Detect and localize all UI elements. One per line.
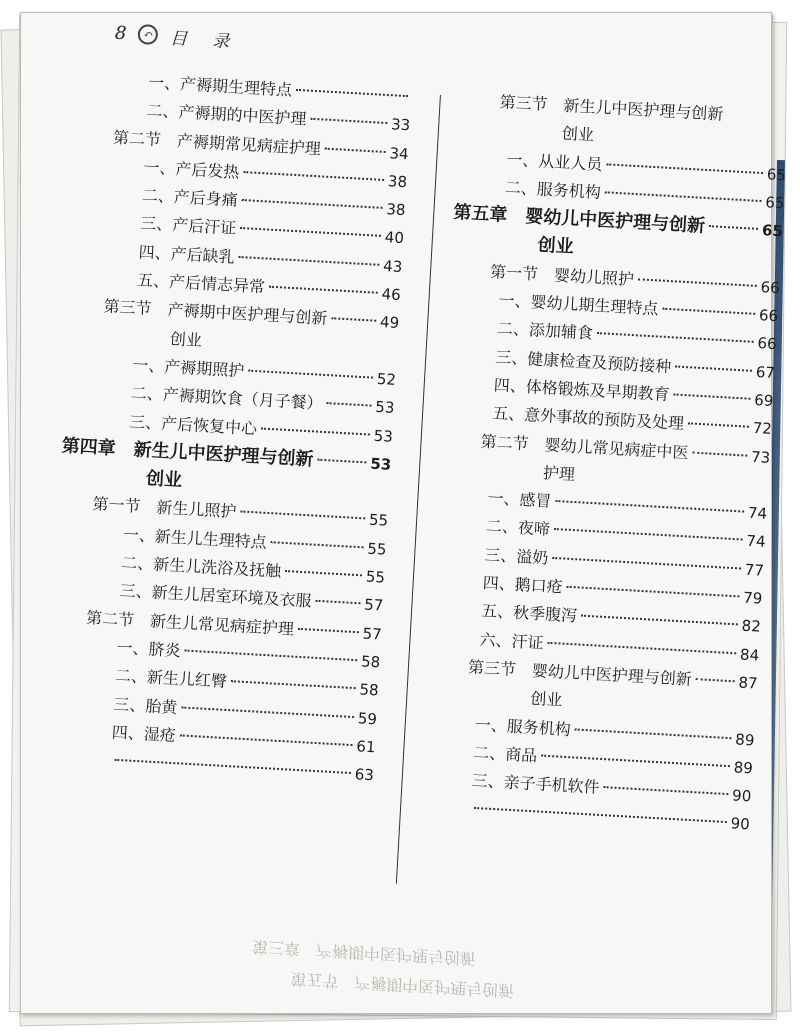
toc-entry-title: 六、汗证	[479, 629, 545, 653]
dot-leader	[554, 528, 743, 541]
dot-leader	[597, 332, 754, 343]
page-title: 目 录	[169, 28, 240, 53]
toc-entry-title: 三、亲子手机软件	[471, 770, 601, 798]
toc-entry-title: 二、商品	[472, 742, 538, 766]
toc-entry-page-number: 57	[362, 624, 383, 644]
toc-entry-page-number: 55	[365, 567, 386, 587]
bleed-through-text: 第三章 产褥期中医护理与创新	[251, 936, 477, 969]
dot-leader	[317, 459, 366, 464]
toc-entry-page-number: 89	[734, 729, 755, 750]
dot-leader	[285, 570, 362, 576]
toc-entry-title: 二、新生儿洗浴及抚触	[120, 552, 282, 581]
dot-leader	[184, 649, 357, 661]
dot-leader	[310, 118, 387, 124]
toc-entry-title: 四、产后缺乳	[138, 242, 236, 267]
toc-entry-title: 第一节 婴幼儿照护	[489, 261, 635, 289]
toc-entry-page-number: 38	[387, 172, 408, 192]
toc-left-column	[44, 65, 413, 790]
dot-leader	[271, 541, 364, 548]
toc-entry-page-number: 59	[357, 708, 378, 728]
dot-leader	[606, 163, 763, 174]
dot-leader	[331, 318, 376, 323]
toc-entry-page-number: 46	[381, 285, 402, 305]
dot-leader	[315, 600, 360, 605]
dot-leader	[180, 734, 353, 746]
dot-leader	[243, 171, 384, 181]
dot-leader	[555, 500, 744, 513]
toc-entry-page-number: 43	[382, 256, 403, 276]
dot-leader	[541, 754, 730, 767]
toc-entry-page-number: 49	[379, 313, 400, 333]
dot-leader	[675, 365, 752, 371]
dot-leader	[692, 451, 747, 456]
dot-leader	[248, 370, 373, 379]
toc-entry-title: 创业	[537, 235, 575, 259]
toc-entry-page-number: 58	[359, 680, 380, 700]
toc-entry-title: 三、产后汗证	[139, 213, 237, 239]
page-number: 8	[114, 22, 127, 44]
toc-entry-title: 一、婴幼儿期生理特点	[498, 290, 659, 319]
bleed-through-text-2: 第五节 产褥期中医护理与创新	[289, 968, 515, 1001]
dot-leader	[231, 680, 356, 689]
toc-entry-page-number: 40	[384, 228, 405, 248]
toc-entry-title: 第三节 婴幼儿中医护理与创新	[467, 657, 693, 689]
toc-entry-page-number: 33	[390, 115, 411, 135]
toc-entry-title: 第二节 新生儿常见病症护理	[85, 607, 295, 639]
toc-entry-title: 三、产后恢复中心	[128, 411, 258, 438]
toc-entry-title: 第五章 婴幼儿中医护理与创新	[452, 202, 706, 238]
dot-leader	[261, 427, 370, 435]
toc-entry-page-number: 55	[366, 539, 387, 559]
dot-leader	[269, 286, 378, 294]
toc-entry-title: 创业	[561, 124, 595, 145]
toc-entry-title: 三、溢奶	[483, 544, 549, 568]
dot-leader	[181, 706, 354, 718]
toc-entry-title: 二、添加辅食	[496, 318, 594, 344]
toc-entry-page-number: 65	[761, 221, 784, 241]
toc-entry-title: 二、新生儿红臀	[114, 665, 228, 692]
toc-entry-page-number: 82	[741, 616, 762, 636]
toc-entry-title: 三、胎黄	[112, 694, 178, 717]
toc-entry-page-number: 53	[369, 454, 392, 474]
toc-entry-title: 二、产褥期的中医护理	[146, 100, 307, 129]
dot-leader	[567, 586, 740, 598]
toc-entry-title: 四、湿疮	[111, 722, 177, 745]
dot-leader	[114, 759, 351, 774]
dot-leader	[296, 89, 408, 97]
toc-entry-page-number: 57	[363, 595, 384, 615]
toc-entry-title: 二、产后身痛	[141, 185, 239, 210]
toc-entry-title: 一、新生儿生理特点	[122, 524, 268, 552]
toc-entry-page-number: 66	[760, 277, 781, 297]
toc-entry-page-number: 67	[755, 362, 776, 382]
dot-leader	[240, 511, 365, 520]
toc-entry-title: 一、脐炎	[116, 637, 182, 661]
toc-entry-page-number: 65	[764, 193, 785, 213]
dot-leader	[474, 807, 727, 823]
dot-leader	[696, 678, 735, 682]
toc-entry-title: 创业	[145, 468, 183, 492]
toc-entry-title: 三、健康检查及预防接种	[494, 347, 672, 376]
toc-entry-page-number: 74	[745, 532, 766, 552]
toc-entry-title: 第三节 新生儿中医护理与创新	[499, 92, 724, 124]
dot-leader	[674, 393, 751, 399]
toc-page	[20, 12, 787, 1014]
toc-entry-page-number: 66	[756, 334, 778, 354]
dot-leader	[604, 786, 729, 795]
page-header	[114, 17, 240, 56]
dot-leader	[638, 278, 757, 287]
toc-entry-page-number: 73	[750, 447, 771, 467]
toc-entry-title: 二、服务机构	[504, 177, 602, 202]
toc-entry-title: 五、秋季腹泻	[480, 601, 578, 626]
toc-entry-page-number: 66	[758, 306, 779, 326]
dot-leader	[242, 199, 383, 209]
toc-entry-title: 五、意外事故的预防及处理	[491, 403, 685, 434]
toc-entry-page-number: 90	[731, 786, 752, 806]
dot-leader	[662, 308, 755, 315]
dot-leader	[240, 227, 381, 237]
toc-entry-title: 创业	[169, 328, 203, 350]
toc-entry-title: 护理	[542, 463, 576, 484]
toc-entry-page-number: 63	[354, 765, 375, 785]
toc-entry-title: 第二节 产褥期常见病症护理	[112, 127, 322, 158]
toc-entry-page-number: 38	[385, 200, 406, 220]
toc-entry-title: 第四章 新生儿中医护理与创新	[61, 435, 314, 471]
toc-entry-page-number: 55	[368, 511, 389, 531]
dot-leader	[327, 402, 372, 407]
toc-entry-title: 第三节 产褥期中医护理与创新	[103, 296, 328, 329]
toc-entry-title: 一、服务机构	[474, 714, 572, 739]
toc-entry-title: 四、体格锻炼及早期教育	[493, 375, 671, 405]
toc-entry-title: 二、产褥期饮食（月子餐）	[130, 383, 324, 414]
toc-entry-page-number: 53	[373, 426, 394, 446]
dot-leader	[298, 627, 359, 632]
toc-entry-title: 一、产褥期生理特点	[147, 72, 293, 100]
toc-entry-page-number: 84	[739, 645, 760, 665]
toc-entry-title: 四、鹅口疮	[482, 573, 564, 597]
dot-leader	[548, 641, 737, 654]
dot-leader	[575, 728, 732, 739]
toc-entry-title: 二、夜啼	[485, 516, 551, 540]
toc-entry-title: 一、产后发热	[142, 157, 240, 182]
dot-leader	[552, 557, 741, 570]
toc-entry-page-number: 72	[752, 419, 773, 439]
toc-entry-page-number: 58	[360, 652, 381, 672]
toc-entry-title: 第二节 婴幼儿常见病症中医	[480, 431, 689, 462]
toc-entry-title: 一、产褥期照护	[131, 355, 245, 381]
toc-entry-title: 一、感冒	[486, 488, 552, 511]
toc-entry-page-number: 90	[730, 814, 751, 834]
toc-entry-title: 一、从业人员	[505, 149, 603, 174]
dot-leader	[688, 423, 749, 428]
toc-entry-title: 五、产后情志异常	[136, 270, 266, 297]
toc-entry-title: 第一节 新生儿照护	[92, 494, 237, 522]
dot-leader	[325, 147, 386, 152]
dot-leader	[581, 615, 738, 626]
toc-entry-page-number: 89	[733, 758, 754, 778]
dot-leader	[239, 256, 380, 266]
dot-leader	[709, 225, 758, 230]
dot-leader	[605, 191, 762, 202]
toc-entry-page-number: 53	[374, 398, 395, 418]
toc-entry-page-number: 61	[355, 737, 376, 757]
toc-entry-page-number: 34	[389, 143, 410, 163]
toc-entry-page-number: 79	[742, 588, 763, 608]
toc-entry-title: 创业	[529, 689, 563, 710]
toc-entry-page-number: 52	[376, 369, 397, 389]
toc-right-column	[419, 86, 790, 839]
toc-entry-page-number: 74	[747, 503, 768, 523]
toc-entry-page-number: 65	[766, 164, 787, 184]
toc-entry-page-number: 69	[753, 390, 774, 410]
toc-entry-title: 三、新生儿居室环境及衣服	[119, 581, 313, 611]
toc-entry-page-number: 87	[738, 673, 759, 693]
toc-entry-page-number: 77	[744, 560, 765, 580]
leaf-logo-icon: ↶	[138, 24, 159, 45]
